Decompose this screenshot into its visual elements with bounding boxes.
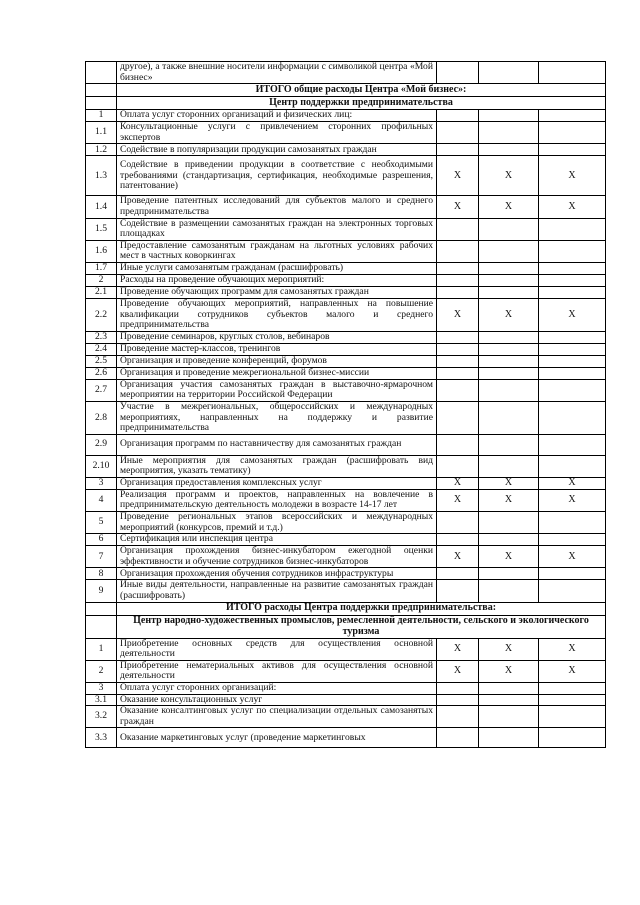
section-header-text: Центр народно-художественных промыслов, ремесленной деятельности, сельского и экологического туризма	[117, 615, 606, 638]
row-mark-col-2	[479, 455, 539, 477]
row-mark-col-3	[539, 343, 606, 355]
row-mark-col-2: X	[479, 196, 539, 218]
row-mark-col-1	[437, 355, 479, 367]
row-mark-col-1	[437, 401, 479, 434]
row-mark-col-3	[539, 367, 606, 379]
table-row	[86, 343, 606, 355]
row-mark-col-2	[479, 694, 539, 706]
row-mark-col-3: X	[539, 477, 606, 489]
row-description: Приобретение нематериальных активов для осуществления основной деятельности	[117, 660, 437, 682]
section-header-row	[86, 602, 606, 615]
row-mark-col-2	[479, 367, 539, 379]
row-mark-col-3	[539, 355, 606, 367]
table-row	[86, 706, 606, 728]
row-mark-col-3	[539, 262, 606, 274]
row-mark-col-3	[539, 122, 606, 144]
row-mark-col-3	[539, 580, 606, 602]
table-row	[86, 331, 606, 343]
row-number: 9	[86, 580, 117, 602]
row-mark-col-1	[437, 331, 479, 343]
row-description: Сертификация или инспекция центра	[117, 534, 437, 546]
table-row	[86, 144, 606, 156]
table-row	[86, 122, 606, 144]
row-number: 2.6	[86, 367, 117, 379]
row-mark-col-1: X	[437, 489, 479, 511]
row-description: Проведение обучающих мероприятий, направленных на повышение квалификации сотрудников субъектов малого и среднего предпринимательства	[117, 298, 437, 331]
row-mark-col-3: X	[539, 298, 606, 331]
row-number: 1.3	[86, 156, 117, 196]
row-mark-col-1: X	[437, 477, 479, 489]
row-mark-col-3	[539, 728, 606, 748]
row-description: Реализация программ и проектов, направленных на вовлечение в предпринимательскую деятельность молодежи в возрасте 14-17 лет	[117, 489, 437, 511]
section-header-spacer	[86, 615, 117, 638]
row-mark-col-1	[437, 512, 479, 534]
row-mark-col-1: X	[437, 546, 479, 568]
row-mark-col-1	[437, 144, 479, 156]
row-number	[86, 62, 117, 84]
table-row	[86, 683, 606, 695]
section-header-text: ИТОГО расходы Центра поддержки предпринимательства:	[117, 602, 606, 615]
section-header-text: ИТОГО общие расходы Центра «Мой бизнес»:	[117, 84, 606, 97]
row-mark-col-3	[539, 331, 606, 343]
row-mark-col-1	[437, 706, 479, 728]
row-mark-col-1	[437, 343, 479, 355]
row-mark-col-1: X	[437, 156, 479, 196]
row-description: Участие в межрегиональных, общероссийских и международных мероприятиях, направленных на поддержку и развитие предпринимательства	[117, 401, 437, 434]
row-mark-col-1	[437, 534, 479, 546]
row-mark-col-3: X	[539, 156, 606, 196]
row-description: Организация прохождения бизнес-инкубатором ежегодной оценки эффективности и обучение сотрудников бизнес-инкубаторов	[117, 546, 437, 568]
row-mark-col-1	[437, 122, 479, 144]
row-description: Организация программ по наставничеству для самозанятых граждан	[117, 434, 437, 455]
row-mark-col-2	[479, 218, 539, 240]
row-mark-col-2	[479, 379, 539, 401]
row-number: 1.7	[86, 262, 117, 274]
row-mark-col-1	[437, 110, 479, 122]
row-number: 2	[86, 660, 117, 682]
row-mark-col-1	[437, 274, 479, 286]
row-mark-col-2	[479, 512, 539, 534]
table-row	[86, 110, 606, 122]
table-row	[86, 477, 606, 489]
row-number: 3.2	[86, 706, 117, 728]
row-number: 7	[86, 546, 117, 568]
row-number: 3	[86, 477, 117, 489]
table-row	[86, 156, 606, 196]
row-description: Оказание консультационных услуг	[117, 694, 437, 706]
table-row	[86, 218, 606, 240]
row-number: 8	[86, 568, 117, 580]
row-mark-col-2	[479, 401, 539, 434]
row-mark-col-1	[437, 262, 479, 274]
row-description: Консультационные услуги с привлечением сторонних профильных экспертов	[117, 122, 437, 144]
table-row	[86, 262, 606, 274]
section-header-spacer	[86, 602, 117, 615]
row-number: 2.9	[86, 434, 117, 455]
row-mark-col-3	[539, 218, 606, 240]
row-description: Иные виды деятельности, направленные на развитие самозанятых граждан (расшифровать)	[117, 580, 437, 602]
row-description: Оплата услуг сторонних организаций и физических лиц:	[117, 110, 437, 122]
row-description: Содействие в приведении продукции в соответствие с необходимыми требованиями (стандартизация, сертификация, необходимые разрешения, патентование)	[117, 156, 437, 196]
row-description: Проведение семинаров, круглых столов, вебинаров	[117, 331, 437, 343]
row-number: 2.1	[86, 286, 117, 298]
table-row	[86, 580, 606, 602]
table-row	[86, 660, 606, 682]
row-mark-col-1	[437, 379, 479, 401]
row-description: Проведение обучающих программ для самозанятых граждан	[117, 286, 437, 298]
table-row	[86, 240, 606, 262]
table-row	[86, 434, 606, 455]
row-mark-col-2: X	[479, 298, 539, 331]
section-header-spacer	[86, 84, 117, 97]
row-mark-col-2	[479, 274, 539, 286]
budget-table	[85, 61, 606, 748]
row-mark-col-2	[479, 144, 539, 156]
table-row	[86, 355, 606, 367]
row-description: Предоставление самозанятым гражданам на льготных условиях рабочих мест в частных коворкингах	[117, 240, 437, 262]
row-mark-col-2	[479, 240, 539, 262]
row-mark-col-3: X	[539, 196, 606, 218]
row-description: Иные мероприятия для самозанятых граждан (расшифровать вид мероприятия, указать тематику)	[117, 455, 437, 477]
row-mark-col-1: X	[437, 196, 479, 218]
row-mark-col-3	[539, 274, 606, 286]
row-mark-col-2: X	[479, 660, 539, 682]
row-number: 1.5	[86, 218, 117, 240]
table-row	[86, 512, 606, 534]
row-mark-col-1	[437, 580, 479, 602]
row-description: Организация и проведение конференций, форумов	[117, 355, 437, 367]
row-mark-col-1	[437, 367, 479, 379]
row-mark-col-1	[437, 434, 479, 455]
row-number: 3.1	[86, 694, 117, 706]
row-number: 2.4	[86, 343, 117, 355]
row-mark-col-3: X	[539, 489, 606, 511]
row-mark-col-3: X	[539, 660, 606, 682]
row-mark-col-3	[539, 568, 606, 580]
row-mark-col-2	[479, 262, 539, 274]
row-mark-col-3	[539, 694, 606, 706]
row-mark-col-3	[539, 706, 606, 728]
row-number: 2	[86, 274, 117, 286]
row-description: Проведение мастер-классов, тренингов	[117, 343, 437, 355]
section-header-row	[86, 84, 606, 97]
section-header-spacer	[86, 97, 117, 110]
row-description: Организация предоставления комплексных услуг	[117, 477, 437, 489]
row-mark-col-2: X	[479, 489, 539, 511]
row-mark-col-2	[479, 534, 539, 546]
row-mark-col-3	[539, 286, 606, 298]
table-row	[86, 694, 606, 706]
row-number: 4	[86, 489, 117, 511]
row-mark-col-3	[539, 240, 606, 262]
row-description: Приобретение основных средств для осуществления основной деятельности	[117, 638, 437, 660]
row-number: 2.8	[86, 401, 117, 434]
row-description: Оказание маркетинговых услуг (проведение маркетинговых	[117, 728, 437, 748]
table-row	[86, 286, 606, 298]
row-number: 1	[86, 110, 117, 122]
row-description: Расходы на проведение обучающих мероприятий:	[117, 274, 437, 286]
row-mark-col-3	[539, 434, 606, 455]
table-row	[86, 489, 606, 511]
row-mark-col-2	[479, 110, 539, 122]
row-number: 1.2	[86, 144, 117, 156]
row-mark-col-2	[479, 706, 539, 728]
row-mark-col-2	[479, 331, 539, 343]
row-number: 2.7	[86, 379, 117, 401]
row-number: 3	[86, 683, 117, 695]
row-number: 2.5	[86, 355, 117, 367]
row-mark-col-3	[539, 401, 606, 434]
row-description: Проведение патентных исследований для субъектов малого и среднего предпринимательства	[117, 196, 437, 218]
row-number: 1.4	[86, 196, 117, 218]
row-mark-col-1	[437, 62, 479, 84]
table-row	[86, 379, 606, 401]
row-description: Организация прохождения обучения сотрудников инфраструктуры	[117, 568, 437, 580]
row-description: Иные услуги самозанятым гражданам (расшифровать)	[117, 262, 437, 274]
table-row	[86, 568, 606, 580]
row-mark-col-1	[437, 455, 479, 477]
section-header-text: Центр поддержки предпринимательства	[117, 97, 606, 110]
table-row	[86, 728, 606, 748]
row-mark-col-3	[539, 62, 606, 84]
row-mark-col-1: X	[437, 298, 479, 331]
row-description: Организация и проведение межрегиональной бизнес-миссии	[117, 367, 437, 379]
table-row	[86, 62, 606, 84]
row-mark-col-3	[539, 534, 606, 546]
row-mark-col-1	[437, 694, 479, 706]
section-header-row	[86, 615, 606, 638]
table-row	[86, 274, 606, 286]
row-mark-col-1	[437, 728, 479, 748]
row-mark-col-3	[539, 455, 606, 477]
row-mark-col-2	[479, 568, 539, 580]
row-mark-col-1: X	[437, 660, 479, 682]
row-mark-col-2	[479, 580, 539, 602]
row-mark-col-2	[479, 355, 539, 367]
row-number: 2.3	[86, 331, 117, 343]
row-description: Оплата услуг сторонних организаций:	[117, 683, 437, 695]
row-number: 1.6	[86, 240, 117, 262]
row-mark-col-2: X	[479, 546, 539, 568]
row-number: 2.2	[86, 298, 117, 331]
row-description: Содействие в размещении самозанятых граждан на электронных торговых площадках	[117, 218, 437, 240]
row-description: другое), а также внешние носители информации с символикой центра «Мой бизнес»	[117, 62, 437, 84]
row-mark-col-1	[437, 218, 479, 240]
budget-table-page	[85, 61, 605, 748]
row-mark-col-3	[539, 379, 606, 401]
row-mark-col-2	[479, 343, 539, 355]
row-mark-col-3: X	[539, 546, 606, 568]
table-row	[86, 196, 606, 218]
row-mark-col-2	[479, 286, 539, 298]
row-description: Оказание консалтинговых услуг по специализации отдельных самозанятых граждан	[117, 706, 437, 728]
row-mark-col-3	[539, 144, 606, 156]
row-number: 1.1	[86, 122, 117, 144]
table-row	[86, 455, 606, 477]
table-row	[86, 546, 606, 568]
budget-table-body	[86, 62, 606, 748]
row-mark-col-2	[479, 122, 539, 144]
table-row	[86, 367, 606, 379]
row-number: 5	[86, 512, 117, 534]
row-mark-col-2	[479, 62, 539, 84]
row-mark-col-2: X	[479, 156, 539, 196]
row-mark-col-1	[437, 286, 479, 298]
row-mark-col-1	[437, 683, 479, 695]
row-mark-col-2: X	[479, 477, 539, 489]
section-header-row	[86, 97, 606, 110]
row-mark-col-2: X	[479, 638, 539, 660]
row-mark-col-2	[479, 434, 539, 455]
row-mark-col-2	[479, 683, 539, 695]
row-description: Проведение региональных этапов всероссийских и международных мероприятий (конкурсов, премий и т.д.)	[117, 512, 437, 534]
row-mark-col-1: X	[437, 638, 479, 660]
table-row	[86, 534, 606, 546]
row-mark-col-3	[539, 512, 606, 534]
row-description: Содействие в популяризации продукции самозанятых граждан	[117, 144, 437, 156]
row-mark-col-1	[437, 240, 479, 262]
row-mark-col-3	[539, 110, 606, 122]
row-number: 1	[86, 638, 117, 660]
table-row	[86, 401, 606, 434]
table-row	[86, 298, 606, 331]
row-number: 6	[86, 534, 117, 546]
row-mark-col-1	[437, 568, 479, 580]
row-number: 2.10	[86, 455, 117, 477]
row-mark-col-3: X	[539, 638, 606, 660]
table-row	[86, 638, 606, 660]
row-description: Организация участия самозанятых граждан в выставочно-ярмарочном мероприятии на территории Российской Федерации	[117, 379, 437, 401]
row-number: 3.3	[86, 728, 117, 748]
row-mark-col-2	[479, 728, 539, 748]
row-mark-col-3	[539, 683, 606, 695]
